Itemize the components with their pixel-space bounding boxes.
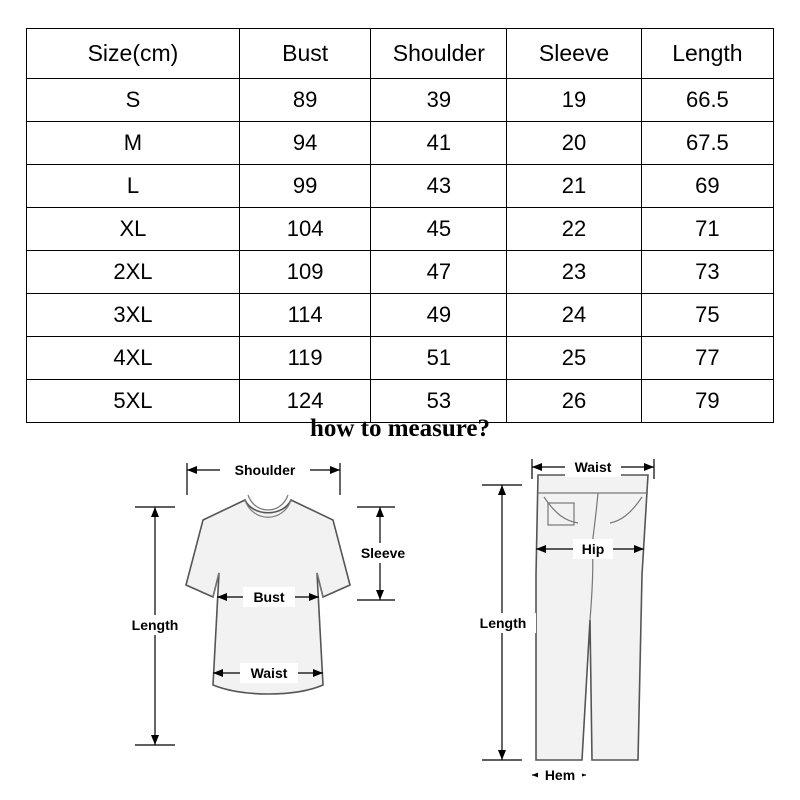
table-row [27, 337, 774, 380]
cell-bust: 89 [239, 79, 370, 122]
label-hem: Hem [544, 767, 576, 783]
cell-length: 79 [641, 380, 773, 423]
tshirt-diagram [95, 445, 425, 800]
dimension-length [121, 507, 189, 745]
cell-bust: 109 [239, 251, 370, 294]
column-header-sleeve: Sleeve [507, 29, 641, 79]
cell-length: 75 [641, 294, 773, 337]
cell-sleeve: 20 [507, 122, 641, 165]
label-sleeve: Sleeve [360, 545, 406, 561]
cell-length: 73 [641, 251, 773, 294]
cell-shoulder: 47 [371, 251, 507, 294]
pants-diagram [470, 445, 790, 800]
pants-svg [470, 445, 790, 795]
cell-length: 77 [641, 337, 773, 380]
column-header-bust: Bust [239, 29, 370, 79]
table-row [27, 294, 774, 337]
size-table-container [26, 28, 774, 423]
cell-sleeve: 21 [507, 165, 641, 208]
cell-sleeve: 22 [507, 208, 641, 251]
label-waist: Waist [250, 665, 288, 681]
cell-bust: 99 [239, 165, 370, 208]
cell-bust: 104 [239, 208, 370, 251]
cell-size: S [27, 79, 240, 122]
cell-size: 4XL [27, 337, 240, 380]
label-length: Length [131, 617, 179, 633]
label-shoulder: Shoulder [234, 462, 296, 478]
table-row [27, 251, 774, 294]
size-table [26, 28, 774, 423]
cell-shoulder: 43 [371, 165, 507, 208]
table-header-row [27, 29, 774, 79]
cell-length: 66.5 [641, 79, 773, 122]
cell-shoulder: 41 [371, 122, 507, 165]
table-row [27, 208, 774, 251]
cell-shoulder: 53 [371, 380, 507, 423]
cell-shoulder: 49 [371, 294, 507, 337]
cell-length: 69 [641, 165, 773, 208]
cell-shoulder: 39 [371, 79, 507, 122]
label-bust: Bust [253, 589, 285, 605]
cell-length: 71 [641, 208, 773, 251]
column-header-shoulder: Shoulder [371, 29, 507, 79]
tshirt-collar-inner-icon [248, 495, 288, 510]
table-row [27, 79, 774, 122]
dimension-hem [532, 765, 586, 785]
label-waist: Waist [574, 459, 612, 475]
cell-size: 2XL [27, 251, 240, 294]
dimension-shoulder [187, 460, 340, 495]
measure-diagrams [0, 445, 800, 795]
table-row [27, 165, 774, 208]
how-to-measure-title: how to measure? [309, 415, 491, 442]
tshirt-svg [95, 445, 425, 795]
cell-size: 5XL [27, 380, 240, 423]
cell-bust: 114 [239, 294, 370, 337]
dimension-length [470, 485, 536, 760]
cell-bust: 124 [239, 380, 370, 423]
table-row [27, 122, 774, 165]
cell-sleeve: 23 [507, 251, 641, 294]
label-hip: Hip [581, 541, 605, 557]
cell-bust: 94 [239, 122, 370, 165]
column-header-length: Length [641, 29, 773, 79]
cell-sleeve: 25 [507, 337, 641, 380]
pants-shape [536, 475, 648, 760]
cell-size: L [27, 165, 240, 208]
cell-shoulder: 51 [371, 337, 507, 380]
label-length: Length [479, 615, 527, 631]
cell-size: M [27, 122, 240, 165]
cell-sleeve: 24 [507, 294, 641, 337]
cell-length: 67.5 [641, 122, 773, 165]
cell-shoulder: 45 [371, 208, 507, 251]
cell-size: XL [27, 208, 240, 251]
cell-bust: 119 [239, 337, 370, 380]
cell-size: 3XL [27, 294, 240, 337]
cell-sleeve: 19 [507, 79, 641, 122]
cell-sleeve: 26 [507, 380, 641, 423]
column-header-size: Size(cm) [27, 29, 240, 79]
dimension-sleeve [353, 507, 413, 600]
